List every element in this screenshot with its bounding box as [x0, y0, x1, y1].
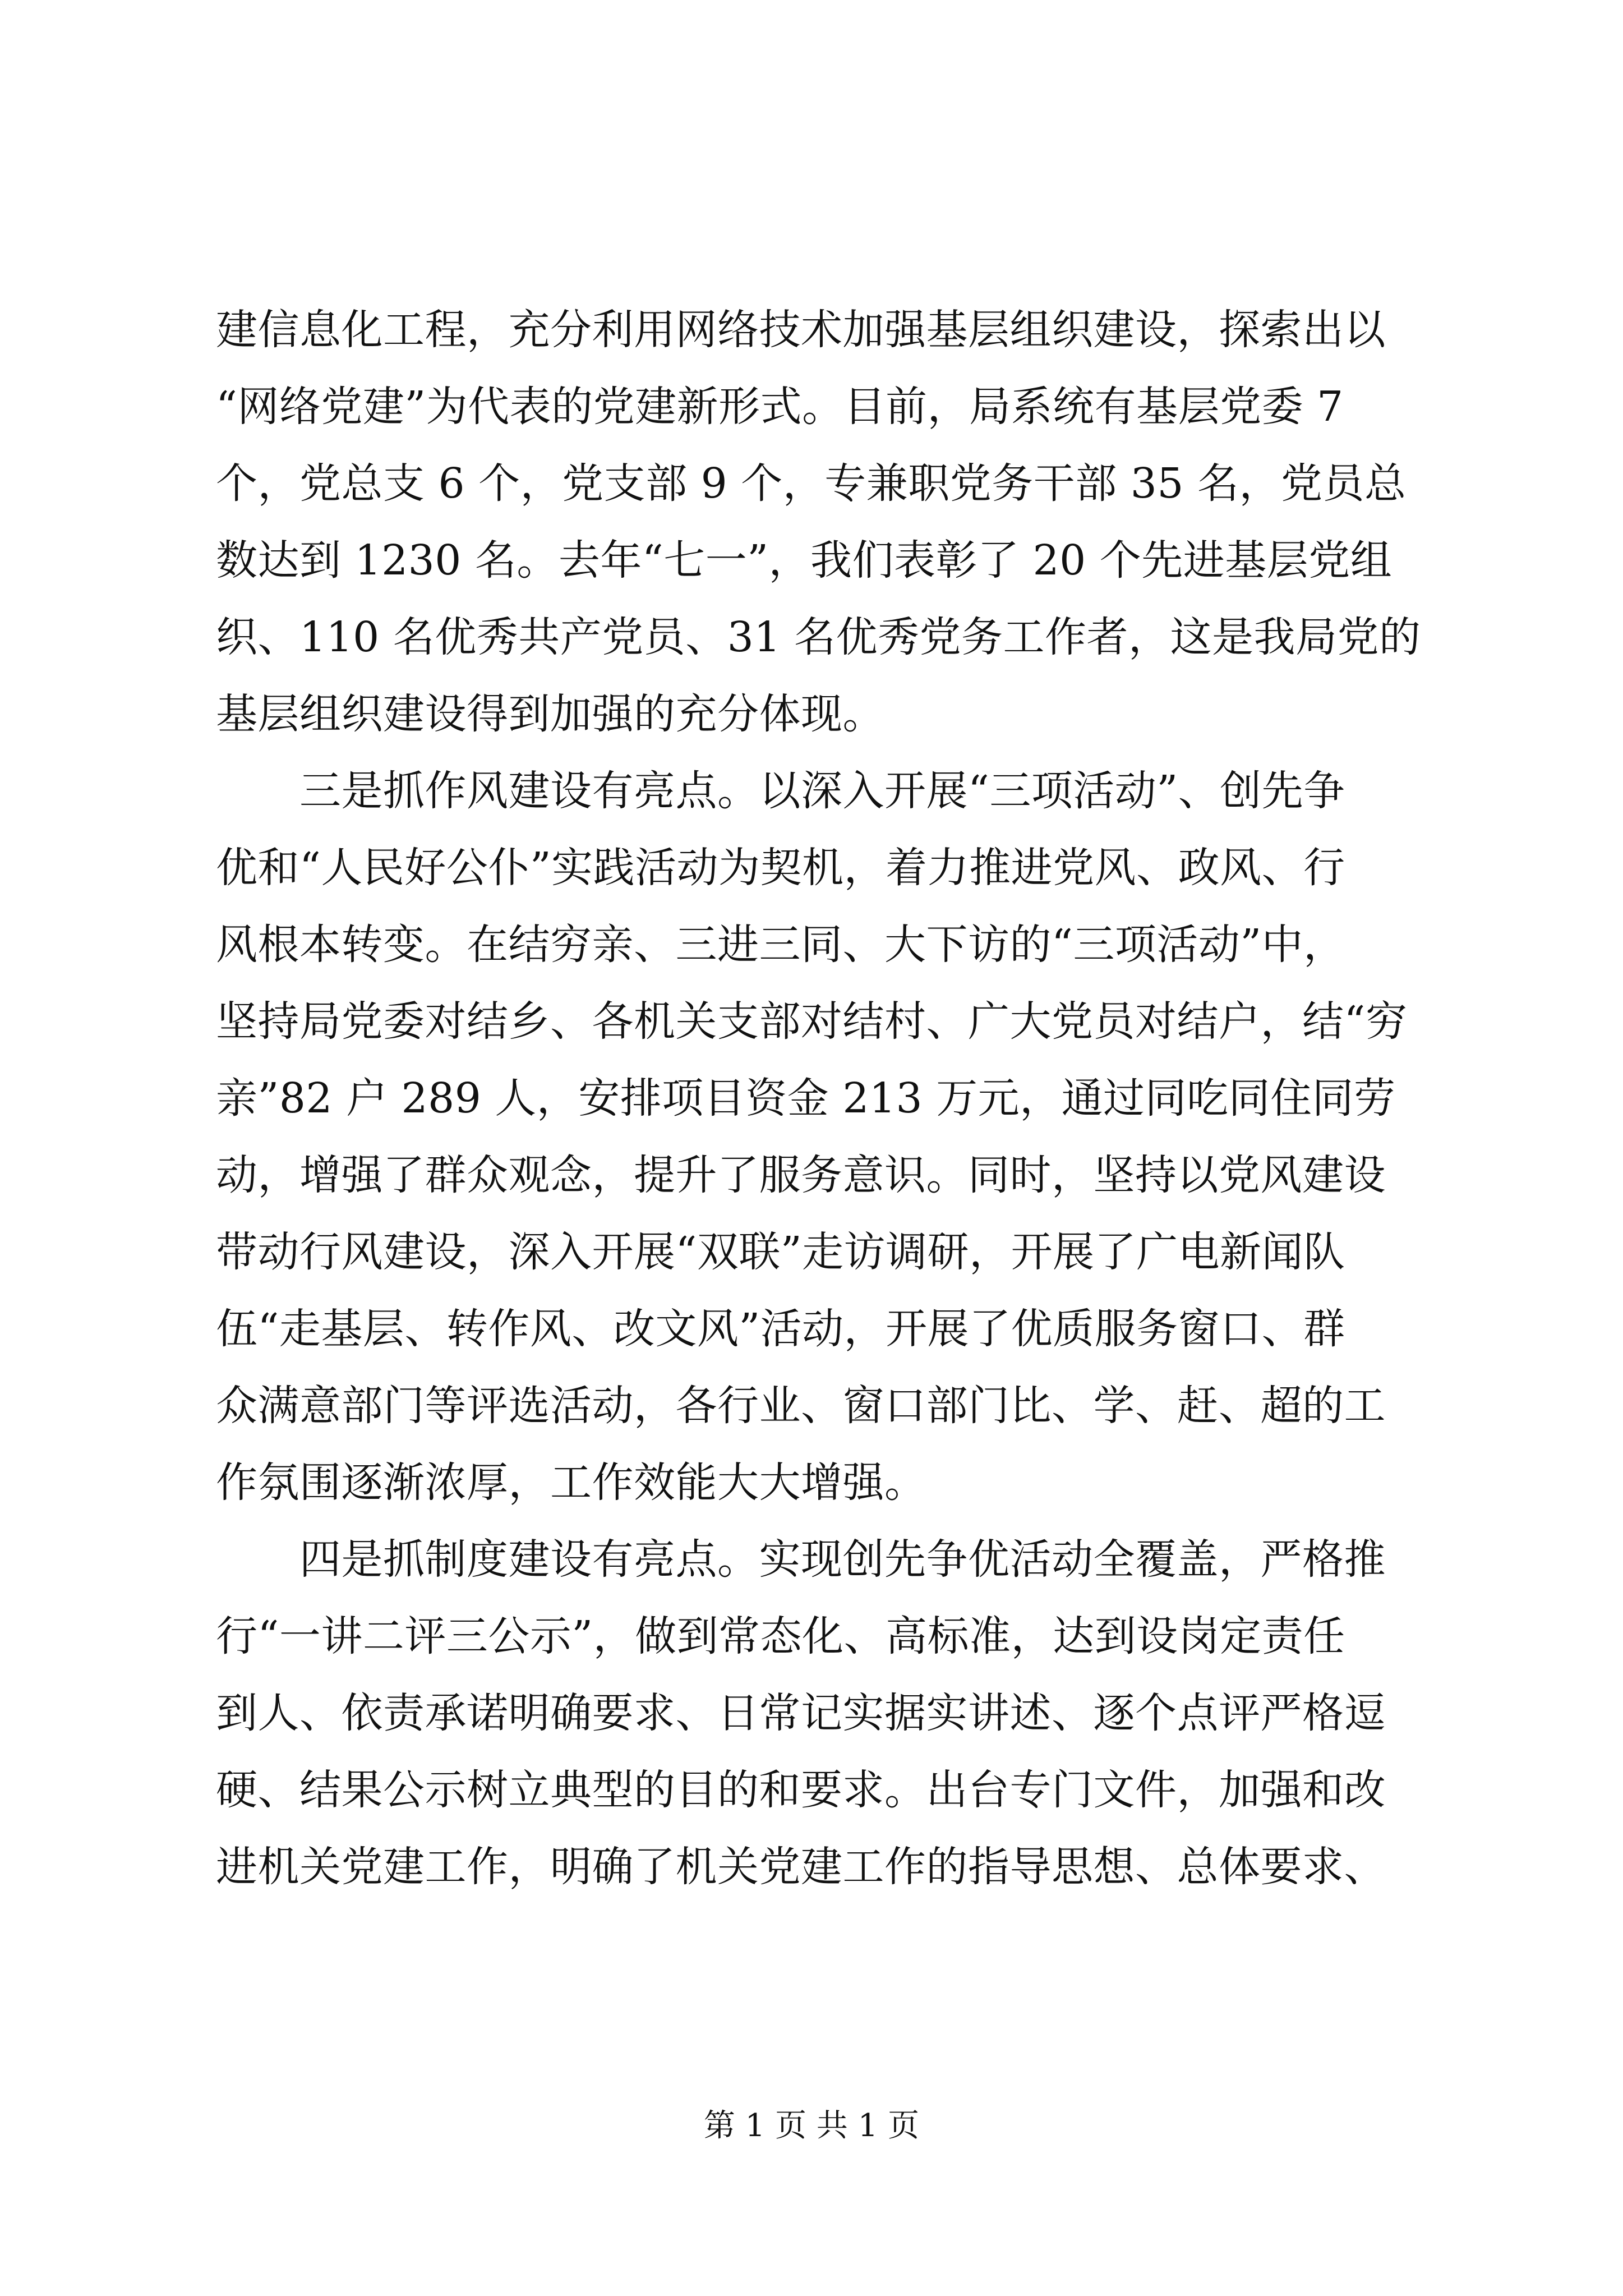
- text-line: 带动行风建设，深入开展“双联”走访调研，开展了广电新闻队: [216, 1228, 1345, 1276]
- text-line: 动，增强了群众观念，提升了服务意识。同时，坚持以党风建设: [216, 1151, 1386, 1199]
- text-line: 作氛围逐渐浓厚，工作效能大大增强。: [216, 1458, 926, 1507]
- text-line: 硬、结果公示树立典型的目的和要求。出台专门文件，加强和改: [216, 1766, 1386, 1814]
- text-line: 风根本转变。在结穷亲、三进三同、大下访的“三项活动”中，: [216, 921, 1345, 969]
- text-line: 四是抓制度建设有亮点。实现创先争优活动全覆盖，严格推: [216, 1535, 1386, 1584]
- text-line: 行“一讲二评三公示”，做到常态化、高标准，达到设岗定责任: [216, 1612, 1345, 1660]
- text-line: 优和“人民好公仆”实践活动为契机，着力推进党风、政风、行: [216, 844, 1345, 892]
- text-line: 众满意部门等评选活动，各行业、窗口部门比、学、赶、超的工: [216, 1382, 1386, 1430]
- text-line: 进机关党建工作，明确了机关党建工作的指导思想、总体要求、: [216, 1843, 1386, 1891]
- text-line: 基层组织建设得到加强的充分体现。: [216, 690, 884, 738]
- text-line: 建信息化工程，充分利用网络技术加强基层组织建设，探索出以: [216, 306, 1386, 354]
- document-body: [216, 292, 1430, 1906]
- text-line: 亲”82 户 289 人，安排项目资金 213 万元，通过同吃同住同劳: [216, 1074, 1396, 1122]
- text-line: 伍“走基层、转作风、改文风”活动，开展了优质服务窗口、群: [216, 1305, 1345, 1353]
- text-line: 坚持局党委对结乡、各机关支部对结村、广大党员对结户，结“穷: [216, 997, 1408, 1046]
- text-line: 个，党总支 6 个，党支部 9 个，专兼职党务干部 35 名，党员总: [216, 459, 1407, 508]
- text-line: 数达到 1230 名。去年“七一”，我们表彰了 20 个先进基层党组: [216, 536, 1393, 585]
- text-line: “网络党建”为代表的党建新形式。目前，局系统有基层党委 7: [216, 383, 1344, 431]
- text-line: 三是抓作风建设有亮点。以深入开展“三项活动”、创先争: [216, 767, 1345, 815]
- text-line: 到人、依责承诺明确要求、日常记实据实讲述、逐个点评严格逗: [216, 1689, 1386, 1737]
- page-number-footer: 第 1 页 共 1 页: [703, 2108, 920, 2144]
- text-line: 织、110 名优秀共产党员、31 名优秀党务工作者，这是我局党的: [216, 613, 1421, 661]
